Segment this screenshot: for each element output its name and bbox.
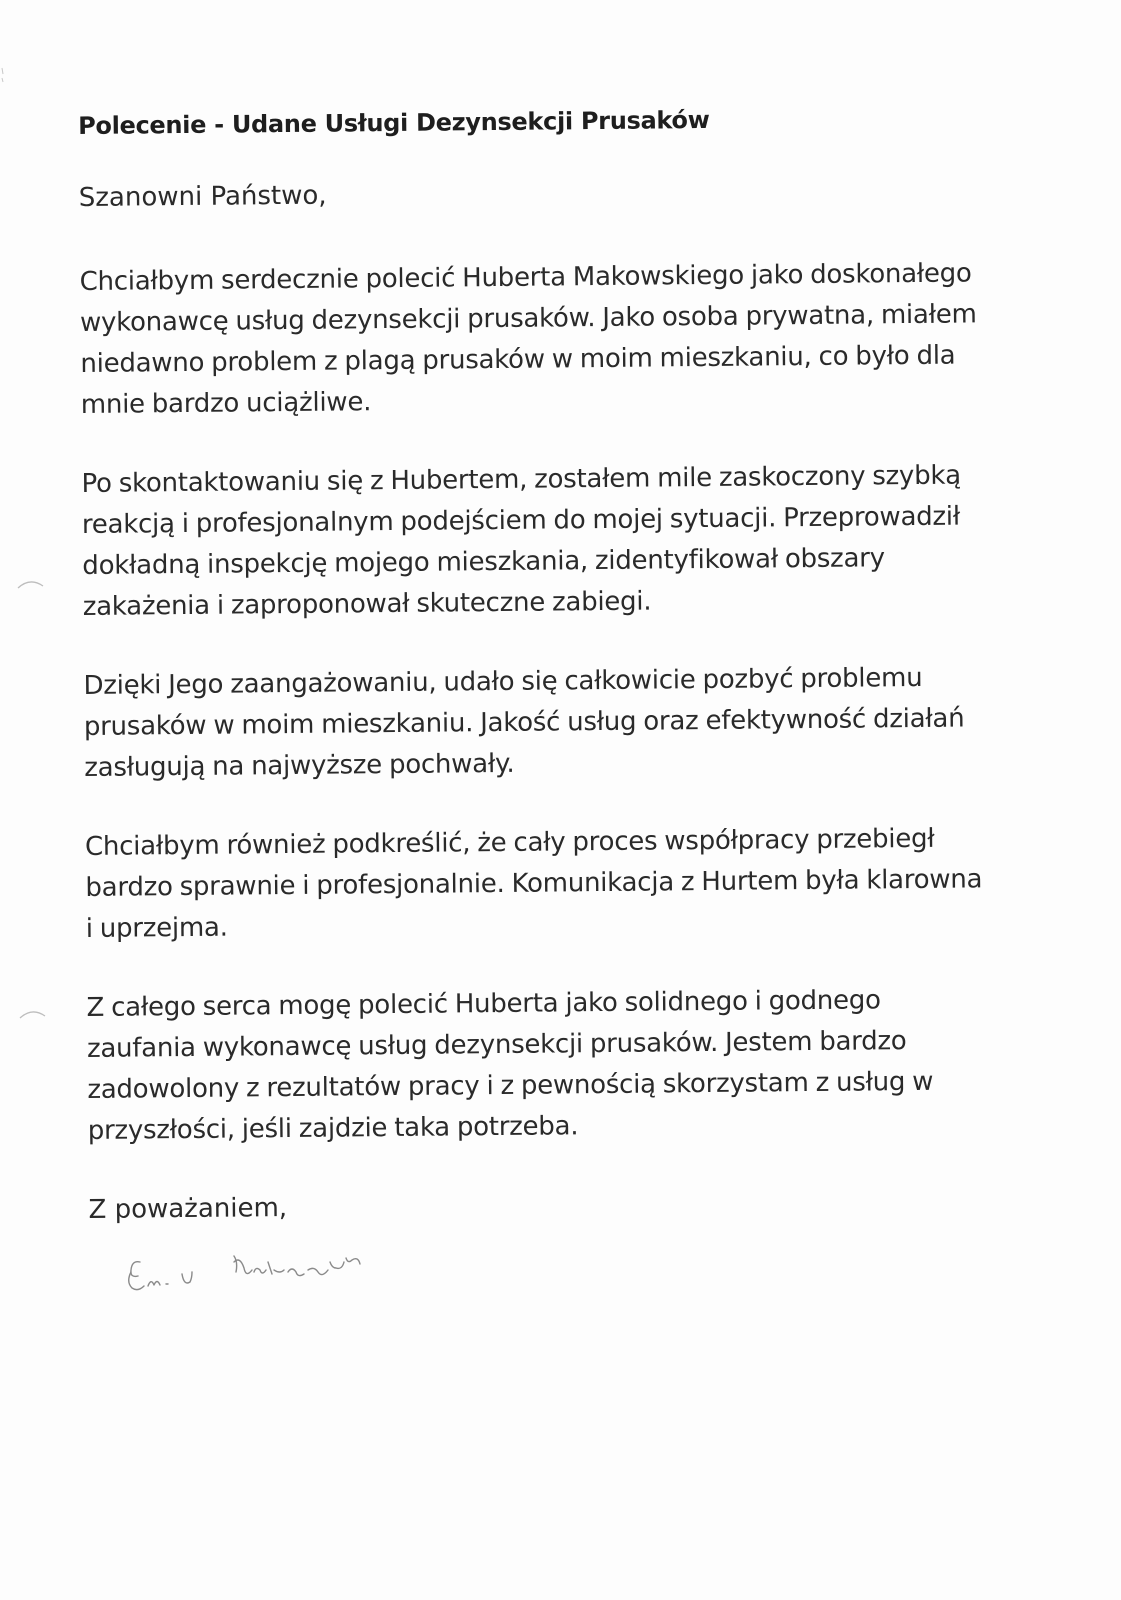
punch-hole-arc-lower [18, 1006, 48, 1022]
letter-title: Polecenie - Udane Usługi Dezynsekcji Prusaków [78, 105, 710, 140]
paragraph-introduction: Chciałbym serdecznie polecić Huberta Makowskiego jako doskonałego wykonawcę usług dezynsekcji prusaków. Jako osoba prywatna, miałem niedawno problem z plagą prusaków w moim mieszkaniu, co było dla mnie bardzo uciążliwe. [79, 258, 977, 420]
handwritten-signature-icon [122, 1248, 372, 1308]
paragraph-recommendation: Z całego serca mogę polecić Huberta jako solidnego i godnego zaufania wykonawcę usług dezynsekcji prusaków. Jestem bardzo zadowolony z rezultatów pracy i z pewnością skorzystam z usług w przyszłości, jeśli zajdzie taka potrzeba. [86, 985, 934, 1146]
letter-greeting: Szanowni Państwo, [78, 180, 327, 213]
punch-hole-arc-upper [16, 576, 46, 592]
letter-body [78, 103, 989, 1230]
paragraph-result: Dzięki Jego zaangażowaniu, udało się całkowicie pozbyć problemu prusaków w moim mieszkaniu. Jakość usług oraz efektywność działań zasługują na najwyższe pochwały. [83, 662, 965, 783]
scan-dot-mark [0, 66, 8, 84]
paragraph-cooperation: Chciałbym również podkreślić, że cały proces współpracy przebiegł bardzo sprawnie i profesjonalnie. Komunikacja z Hurtem była klarowna i uprzejma. [84, 823, 983, 944]
paragraph-contact: Po skontaktowaniu się z Hubertem, zostałem mile zaskoczony szybką reakcją i profesjonalnym podejściem do mojej sytuacji. Przeprowadził dokładną inspekcję mojego mieszkania, zidentyfikował obszary zakażenia i zaproponował skuteczne zabiegi. [81, 460, 962, 622]
letter-closing: Z poważaniem, [88, 1193, 288, 1225]
